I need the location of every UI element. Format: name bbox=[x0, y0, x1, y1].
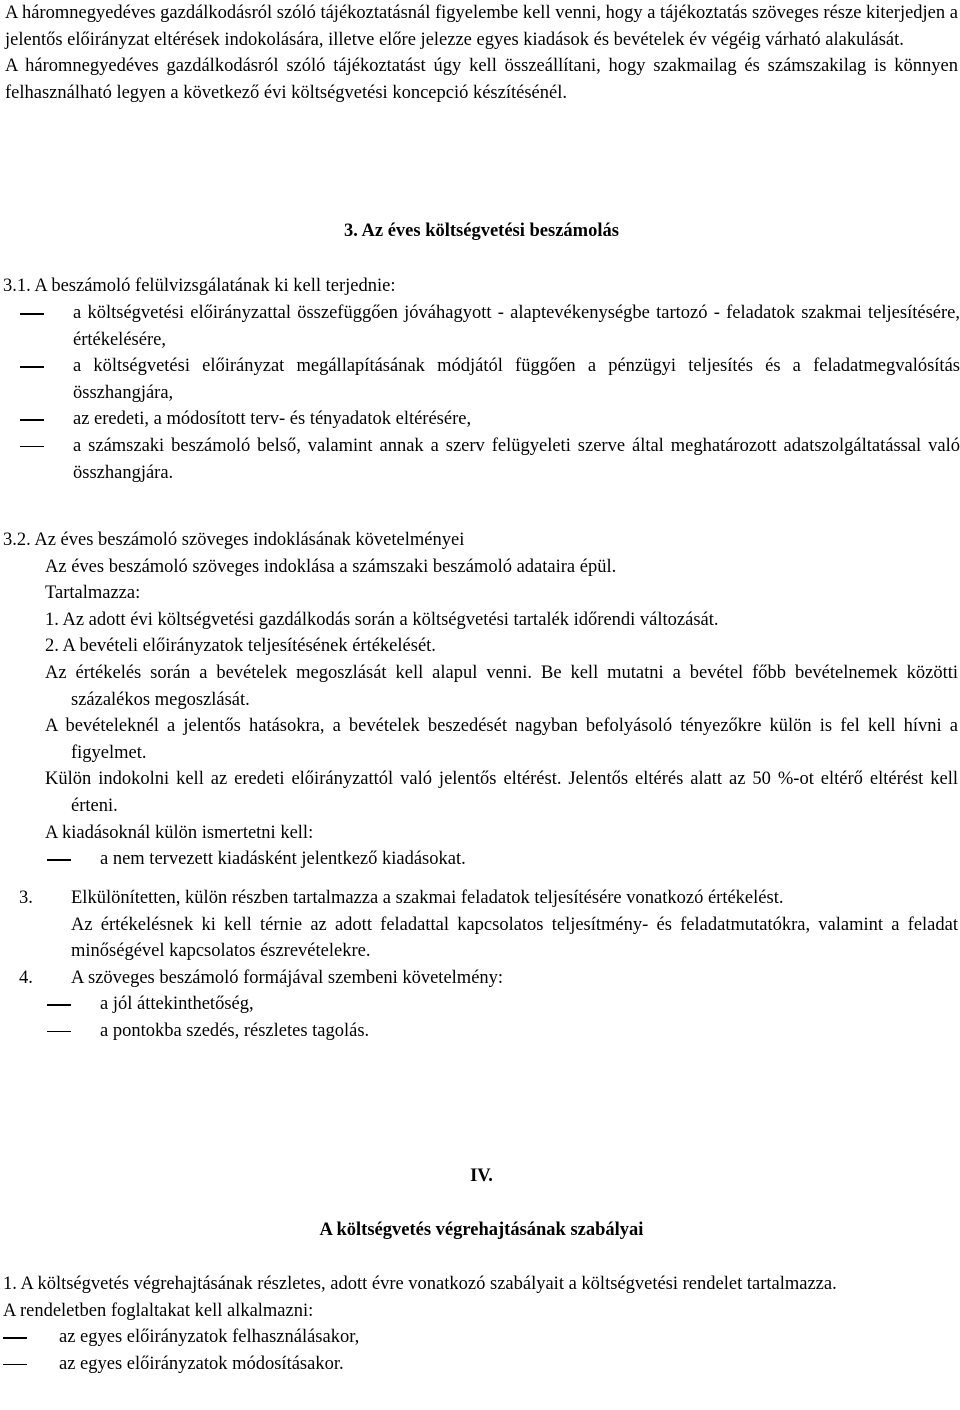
item-text: A szöveges beszámoló formájával szembeni követelmény: bbox=[71, 967, 504, 988]
numbered-item-4 bbox=[3, 965, 958, 992]
numbered-item-3 bbox=[3, 885, 958, 1045]
list-item: a pontokba szedés, részletes tagolás. bbox=[47, 1018, 958, 1045]
item-number: 3. bbox=[19, 888, 33, 908]
chapter-4-paragraph-1: 1. A költségvetés végrehajtásának részletes, adott évre vonatkozó szabályait a költségvetési rendelet tartalmazza. bbox=[3, 1274, 837, 1294]
list-item: az egyes előirányzatok felhasználásakor, bbox=[3, 1324, 958, 1351]
chapter-4-body bbox=[3, 1271, 958, 1377]
item-number: 1. bbox=[45, 609, 59, 630]
section-3-2-intro: Az éves beszámoló szöveges indoklása a számszaki beszámoló adataira épül. bbox=[45, 556, 617, 577]
numbered-item-1 bbox=[3, 607, 958, 634]
list-item: az eredeti, a módosított terv- és tényadatok eltérésére, bbox=[20, 406, 960, 433]
section-3-1-title: 3.1. A beszámoló felülvizsgálatának ki kell terjednie: bbox=[3, 276, 396, 296]
list-item: a számszaki beszámoló belső, valamint annak a szerv felügyeleti szerve által meghatározott adatszolgáltatással való összhangjára. bbox=[20, 433, 960, 486]
item-text: Az adott évi költségvetési gazdálkodás során a költségvetési tartalék időrendi változását. bbox=[62, 609, 719, 630]
item-text: Elkülönítetten, külön részben tartalmazza a szakmai feladatok teljesítésére vonatkozó értékelést. bbox=[71, 888, 784, 908]
intro-paragraph-2: A háromnegyedéves gazdálkodásról szóló tájékoztatást úgy kell összeállítani, hogy szakmailag és számszakilag is könnyen felhasználható legyen a következő évi költségvetési koncepció készítésénél. bbox=[5, 56, 958, 103]
list-item: az egyes előirányzatok módosításakor. bbox=[3, 1351, 958, 1378]
intro-paragraph-1: A háromnegyedéves gazdálkodásról szóló tájékoztatásnál figyelembe kell venni, hogy a tájékoztatás szöveges része kiterjedjen a jelentős előirányzat eltérések indokolására, illetve előre jelezze egyes kiadások és bevételek év végéig várható alakulását. bbox=[5, 3, 958, 50]
paragraph: A kiadásoknál külön ismertetni kell: bbox=[45, 822, 314, 843]
section-heading: 3. Az éves költségvetési beszámolás bbox=[344, 221, 619, 241]
paragraph: Külön indokolni kell az eredeti előirányzattól való jelentős eltérést. Jelentős eltérés alatt az 50 %-ot eltérő eltérést kell érteni. bbox=[45, 769, 958, 816]
list-item: a költségvetési előirányzattal összefüggően jóváhagyott - alaptevékenységbe tartozó - feladatok szakmai teljesítésére, értékelésére, bbox=[20, 300, 960, 353]
list-item: a költségvetési előirányzat megállapításának módjától függően a pénzügyi teljesítés és a feladatmegvalósítás összhangjára, bbox=[20, 353, 960, 406]
item-number: 4. bbox=[19, 967, 33, 988]
chapter-numeral: IV. bbox=[470, 1166, 493, 1186]
list-item: a nem tervezett kiadásként jelentkező kiadásokat. bbox=[47, 846, 958, 873]
list-item: a jól áttekinthetőség, bbox=[47, 991, 958, 1018]
item-text: A bevételi előirányzatok teljesítésének értékelését. bbox=[62, 636, 436, 657]
section-3-1-list bbox=[20, 300, 960, 486]
section-3-2-contains: Tartalmazza: bbox=[45, 583, 141, 604]
chapter-title: A költségvetés végrehajtásának szabályai bbox=[319, 1220, 644, 1240]
section-3-2 bbox=[3, 527, 958, 873]
paragraph: A bevételeknél a jelentős hatásokra, a bevételek beszedését nagyban befolyásoló tényezőkre külön is fel kell hívni a figyelmet. bbox=[45, 716, 958, 763]
item-number: 2. bbox=[45, 636, 59, 657]
item-3-extra: Az értékelésnek ki kell térnie az adott feladattal kapcsolatos teljesítmény- és feladatmutatókra, valamint a feladat minőségével kapcsolatos észrevételekre. bbox=[71, 914, 958, 962]
item-3-text bbox=[3, 885, 958, 912]
chapter-4-paragraph-2: A rendeletben foglaltakat kell alkalmazni: bbox=[3, 1300, 314, 1321]
paragraph: Az értékelés során a bevételek megoszlását kell alapul venni. Be kell mutatni a bevétel főbb bevételnemek közötti százalékos megoszlását. bbox=[45, 662, 958, 710]
section-3-2-title: 3.2. Az éves beszámoló szöveges indoklásának követelményei bbox=[3, 530, 465, 550]
numbered-item-2 bbox=[3, 633, 958, 660]
